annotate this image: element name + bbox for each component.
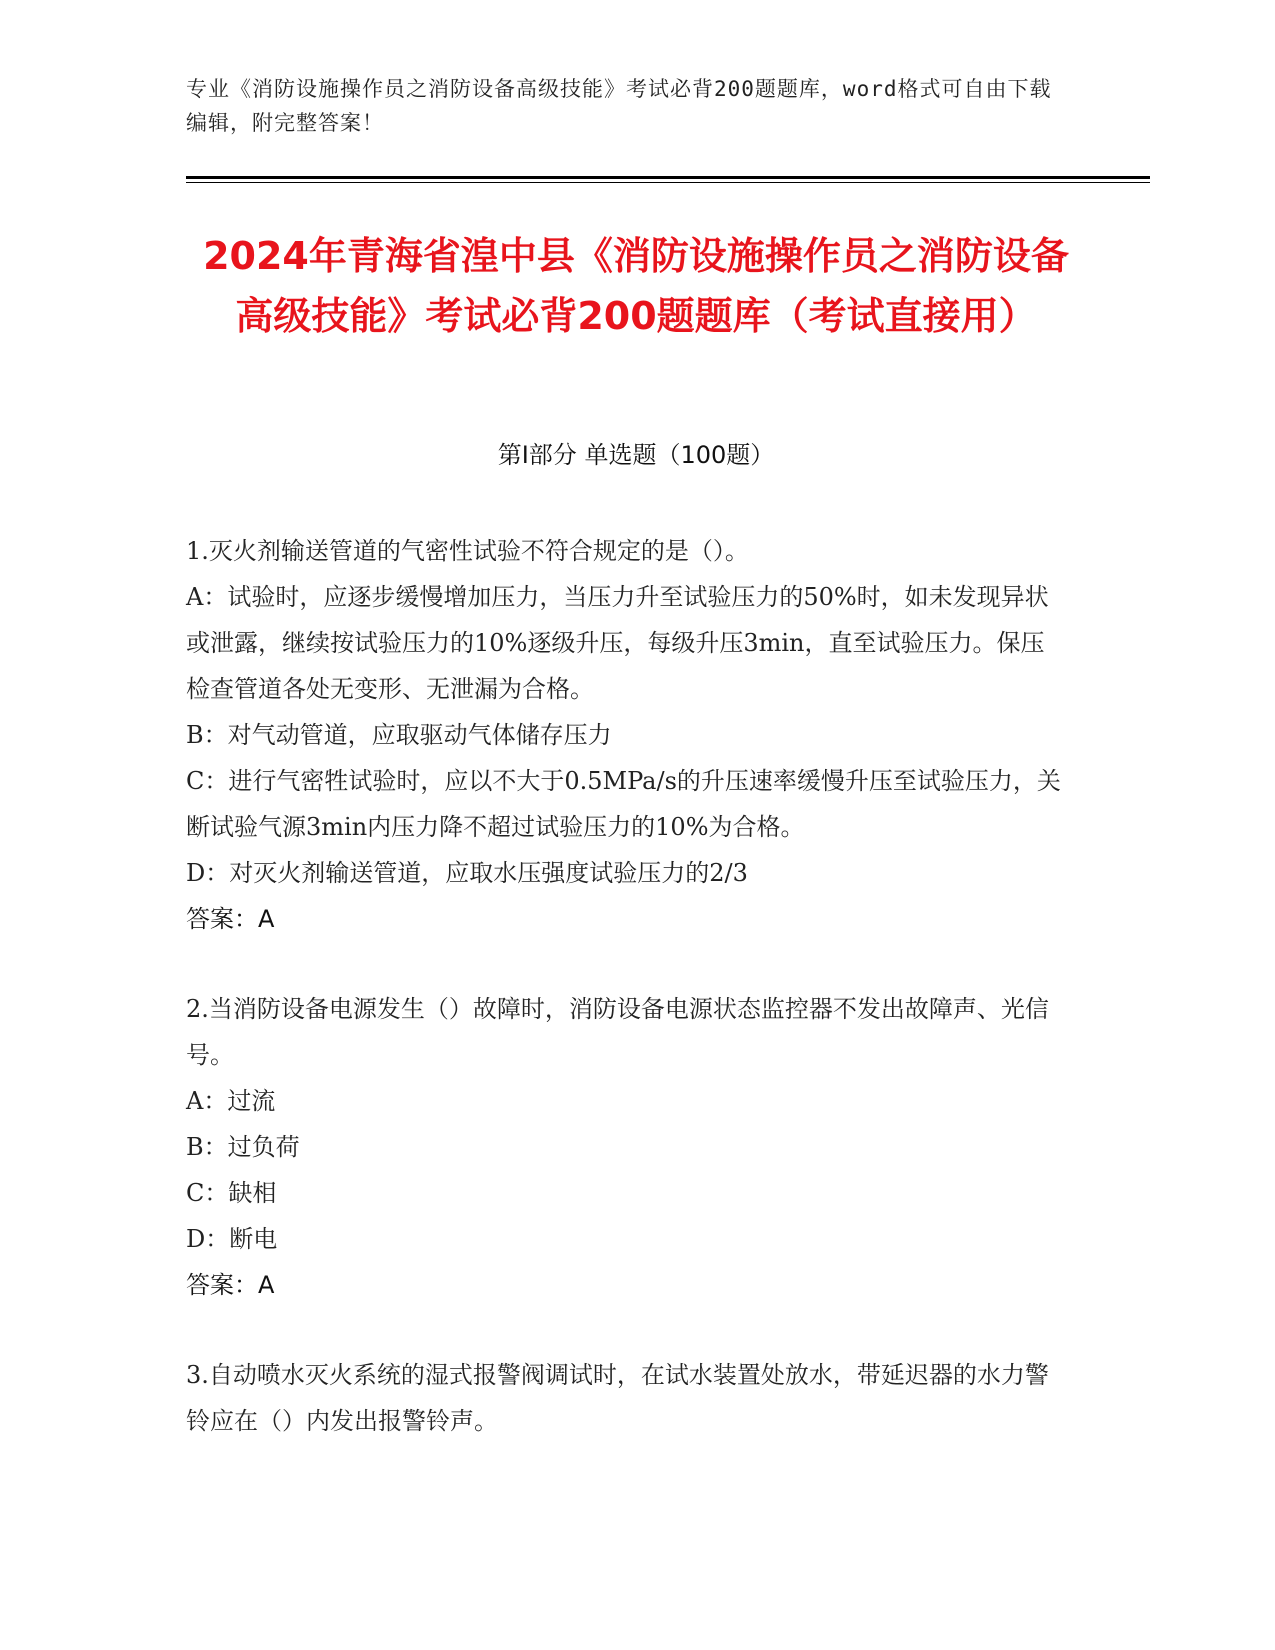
- option-d: D：对灭火剂输送管道，应取水压强度试验压力的2/3: [186, 859, 748, 887]
- answer: 答案：A: [186, 1271, 275, 1299]
- option-b: B：对气动管道，应取驱动气体储存压力: [186, 721, 612, 749]
- question-3: [186, 1352, 1066, 1444]
- header-note: 专业《消防设施操作员之消防设备高级技能》考试必背200题题库，word格式可自由下载编辑，附完整答案！: [186, 77, 1052, 135]
- option-c: C：进行气密牲试验时，应以不大于0.5MPa/s的升压速率缓慢升压至试验压力，关断试验气源3min内压力降不超过试验压力的10%为合格。: [186, 767, 1061, 841]
- option-b: B：过负荷: [186, 1133, 300, 1161]
- option-a: A：过流: [186, 1087, 276, 1115]
- answer: 答案：A: [186, 905, 275, 933]
- question-stem: 1.灭火剂输送管道的气密性试验不符合规定的是（）。: [186, 537, 749, 565]
- question-1: [186, 528, 1066, 942]
- question-list: [186, 528, 1066, 1488]
- section-title: 第I部分 单选题（100题）: [497, 441, 775, 469]
- question-2: [186, 986, 1066, 1308]
- question-stem: 2.当消防设备电源发生（）故障时，消防设备电源状态监控器不发出故障声、光信号。: [186, 995, 1049, 1069]
- option-c: C：缺相: [186, 1179, 277, 1207]
- question-stem: 3.自动喷水灭火系统的湿式报警阀调试时，在试水装置处放水，带延迟器的水力警铃应在（）内发出报警铃声。: [186, 1361, 1049, 1435]
- header-divider-thin: [186, 182, 1150, 183]
- header-divider-thick: [186, 176, 1150, 179]
- option-a: A：试验时，应逐步缓慢增加压力，当压力升至试验压力的50%时，如未发现异状或泄露，继续按试验压力的10%逐级升压，每级升压3min，直至试验压力。保压检查管道各处无变形、无泄漏为合格。: [186, 583, 1049, 703]
- document-title: 2024年青海省湟中县《消防设施操作员之消防设备高级技能》考试必背200题题库（考试直接用）: [203, 234, 1069, 338]
- option-d: D：断电: [186, 1225, 278, 1253]
